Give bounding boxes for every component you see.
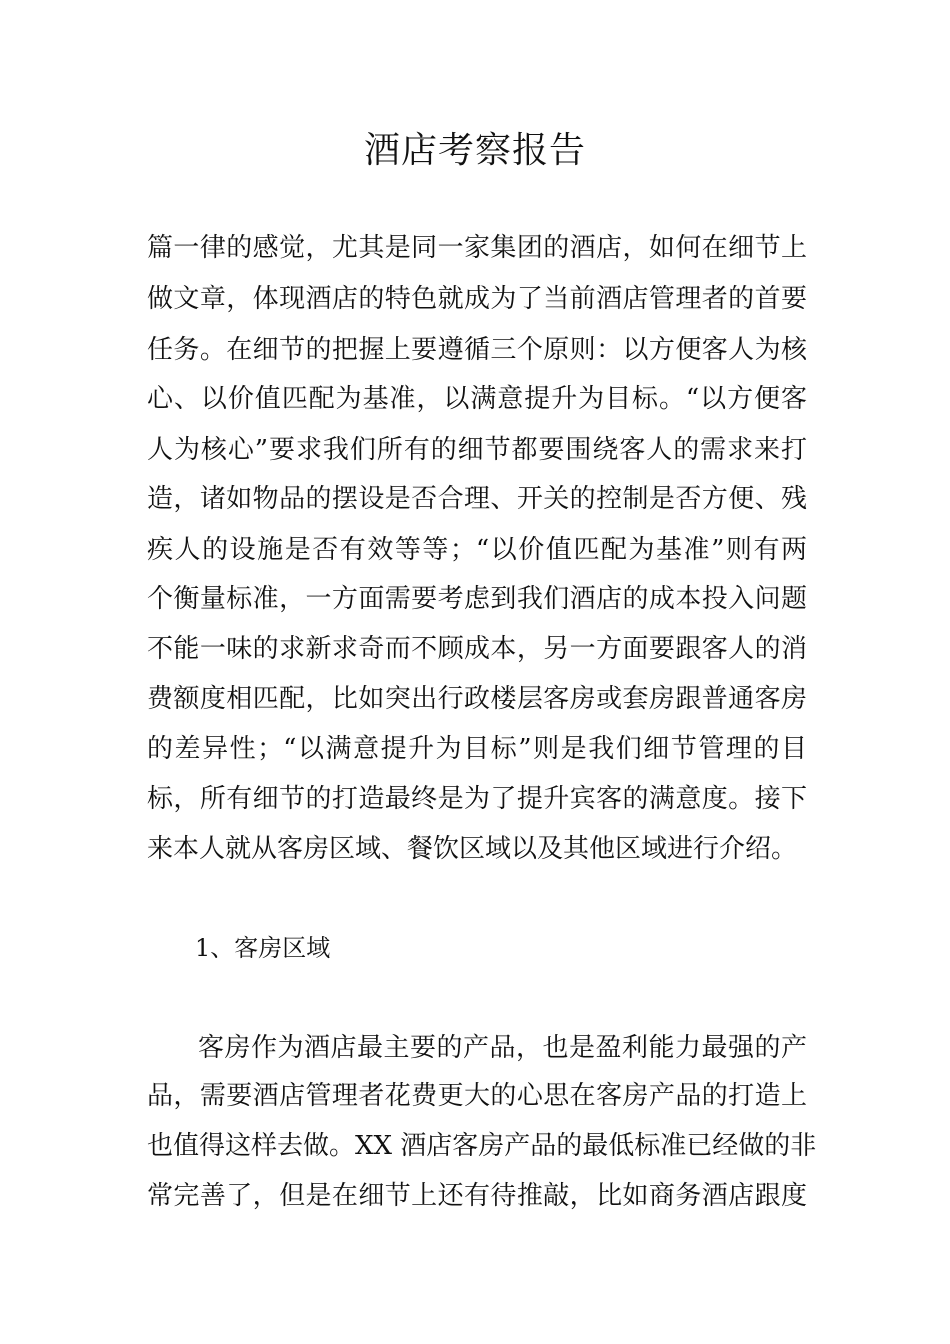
paragraph-1-line: 不能一味的求新求奇而不顾成本，另一方面要跟客人的消 [147,634,807,664]
paragraph-1-line: 做文章，体现酒店的特色就成为了当前酒店管理者的首要 [147,284,807,314]
paragraph-1-line: 人为核心”要求我们所有的细节都要围绕客人的需求来打 [147,435,807,465]
paragraph-2-line: 客房作为酒店最主要的产品，也是盈利能力最强的产 [198,1033,807,1063]
paragraph-1-line: 的差异性；“以满意提升为目标”则是我们细节管理的目 [147,734,807,764]
paragraph-1-line: 费额度相匹配，比如突出行政楼层客房或套房跟普通客房 [147,684,807,714]
paragraph-1-line: 标，所有细节的打造最终是为了提升宾客的满意度。接下 [147,784,807,814]
paragraph-1-line: 篇一律的感觉，尤其是同一家集团的酒店，如何在细节上 [147,233,807,263]
paragraph-2-line: 也值得这样去做。XX 酒店客房产品的最低标准已经做的非 [147,1131,817,1161]
paragraph-2-line: 品，需要酒店管理者花费更大的心思在客房产品的打造上 [147,1081,807,1111]
paragraph-1-line: 任务。在细节的把握上要遵循三个原则：以方便客人为核 [147,335,807,365]
section-heading: 1、客房区域 [195,934,331,962]
paragraph-1-line: 个衡量标准，一方面需要考虑到我们酒店的成本投入问题 [147,584,807,614]
paragraph-2-line: 常完善了，但是在细节上还有待推敲，比如商务酒店跟度 [147,1181,807,1211]
paragraph-1-line: 疾人的设施是否有效等等；“以价值匹配为基准”则有两 [147,535,807,565]
paragraph-1-line: 造，诸如物品的摆设是否合理、开关的控制是否方便、残 [147,484,807,514]
document-title: 酒店考察报告 [363,130,586,171]
paragraph-1-line: 心、以价值匹配为基准，以满意提升为目标。“以方便客 [147,384,807,414]
paragraph-1-line: 来本人就从客房区域、餐饮区域以及其他区域进行介绍。 [147,834,798,864]
